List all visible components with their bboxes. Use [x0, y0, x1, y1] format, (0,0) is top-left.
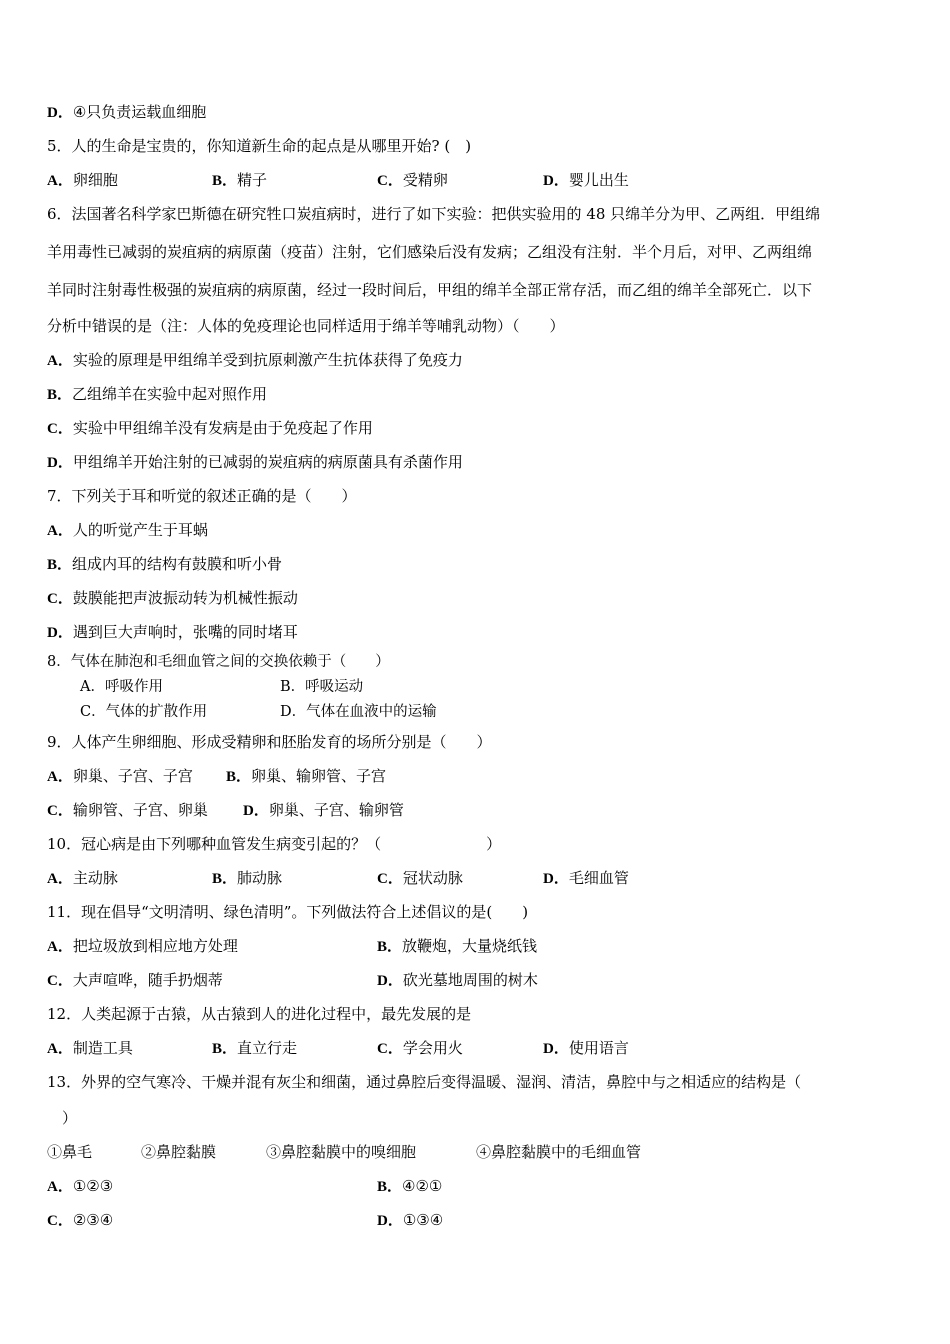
q12-option-a: A．制造工具: [47, 1039, 133, 1057]
q12-option-b: B．直立行走: [212, 1039, 298, 1057]
q6-stem-line1: 6．法国著名科学家巴斯德在研究牲口炭疽病时，进行了如下实验：把供实验用的 48 只绵羊分为甲、乙两组．甲组绵: [47, 205, 821, 223]
q11-stem: 11．现在倡导“文明清明、绿色清明”。下列做法符合上述倡议的是( ): [47, 903, 529, 921]
q10-option-c: C．冠状动脉: [377, 869, 463, 887]
q5-option-a: A．卵细胞: [47, 171, 118, 189]
q7-stem: 7．下列关于耳和听觉的叙述正确的是（ ）: [47, 487, 357, 505]
q12-option-d: D．使用语言: [543, 1039, 629, 1057]
q8-option-c: C．气体的扩散作用: [80, 704, 208, 720]
q6-option-d: D．甲组绵羊开始注射的已减弱的炭疽病的病原菌具有杀菌作用: [47, 453, 463, 471]
q12-stem: 12．人类起源于古猿，从古猿到人的进化过程中，最先发展的是: [47, 1005, 472, 1023]
q6-stem-line3: 羊同时注射毒性极强的炭疽病的病原菌，经过一段时间后，甲组的绵羊全部正常存活，而乙组的绵羊全部死亡．以下: [47, 281, 813, 299]
q10-stem: 10．冠心病是由下列哪种血管发生病变引起的？（ ）: [47, 835, 502, 853]
q9-stem: 9．人体产生卵细胞、形成受精卵和胚胎发育的场所分别是（ ）: [47, 733, 492, 751]
q8-stem: 8．气体在肺泡和毛细血管之间的交换依赖于（ ）: [47, 654, 390, 670]
q11-option-d: D．砍光墓地周围的树木: [377, 971, 538, 989]
q10-option-a: A．主动脉: [47, 869, 118, 887]
q9-option-d: D．卵巢、子宫、输卵管: [243, 801, 404, 819]
q5-option-c: C．受精卵: [377, 171, 448, 189]
q6-stem-line4: 分析中错误的是（注：人体的免疫理论也同样适用于绵羊等哺乳动物）（ ）: [47, 317, 565, 335]
q7-option-c: C．鼓膜能把声波振动转为机械性振动: [47, 589, 298, 607]
q7-option-b: B．组成内耳的结构有鼓膜和听小骨: [47, 555, 283, 573]
q4-option-d: D．④只负责运载血细胞: [47, 103, 207, 121]
q13-option-d: D．①③④: [377, 1211, 444, 1229]
q12-option-c: C．学会用火: [377, 1039, 463, 1057]
q8-option-b: B．呼吸运动: [280, 679, 364, 695]
q9-option-a: A．卵巢、子宫、子宫: [47, 767, 193, 785]
q5-option-b: B．精子: [212, 171, 268, 189]
q6-stem-line2: 羊用毒性已减弱的炭疽病的病原菌（疫苗）注射，它们感染后没有发病；乙组没有注射．半个月后，对甲、乙两组绵: [47, 243, 813, 261]
q10-option-d: D．毛细血管: [543, 869, 629, 887]
q13-item-1: ①鼻毛: [47, 1143, 93, 1161]
q6-option-b: B．乙组绵羊在实验中起对照作用: [47, 385, 268, 403]
q13-item-3: ③鼻腔黏膜中的嗅细胞: [266, 1143, 417, 1161]
q10-option-b: B．肺动脉: [212, 869, 283, 887]
q7-option-d: D．遇到巨大声响时，张嘴的同时堵耳: [47, 623, 298, 641]
q13-item-2: ②鼻腔黏膜: [141, 1143, 217, 1161]
q13-stem-line1: 13．外界的空气寒冷、干燥并混有灰尘和细菌，通过鼻腔后变得温暖、湿润、清洁，鼻腔中与之相适应的结构是（: [47, 1073, 802, 1091]
q11-option-c: C．大声喧哗，随手扔烟蒂: [47, 971, 223, 989]
q13-option-b: B．④②①: [377, 1177, 443, 1195]
q9-option-b: B．卵巢、输卵管、子宫: [226, 767, 387, 785]
q6-option-a: A．实验的原理是甲组绵羊受到抗原刺激产生抗体获得了免疫力: [47, 351, 463, 369]
q13-option-c: C．②③④: [47, 1211, 114, 1229]
q9-option-c: C．输卵管、子宫、卵巢: [47, 801, 208, 819]
q13-stem-line2: ）: [62, 1109, 78, 1127]
q7-option-a: A．人的听觉产生于耳蜗: [47, 521, 208, 539]
q8-option-a: A．呼吸作用: [80, 679, 163, 695]
q13-item-4: ④鼻腔黏膜中的毛细血管: [476, 1143, 642, 1161]
q13-option-a: A．①②③: [47, 1177, 114, 1195]
q8-option-d: D．气体在血液中的运输: [280, 704, 437, 720]
q5-option-d: D．婴儿出生: [543, 171, 629, 189]
q6-option-c: C．实验中甲组绵羊没有发病是由于免疫起了作用: [47, 419, 373, 437]
q11-option-b: B．放鞭炮，大量烧纸钱: [377, 937, 538, 955]
q11-option-a: A．把垃圾放到相应地方处理: [47, 937, 238, 955]
q5-stem: 5．人的生命是宝贵的，你知道新生命的起点是从哪里开始? ( ): [47, 137, 472, 155]
